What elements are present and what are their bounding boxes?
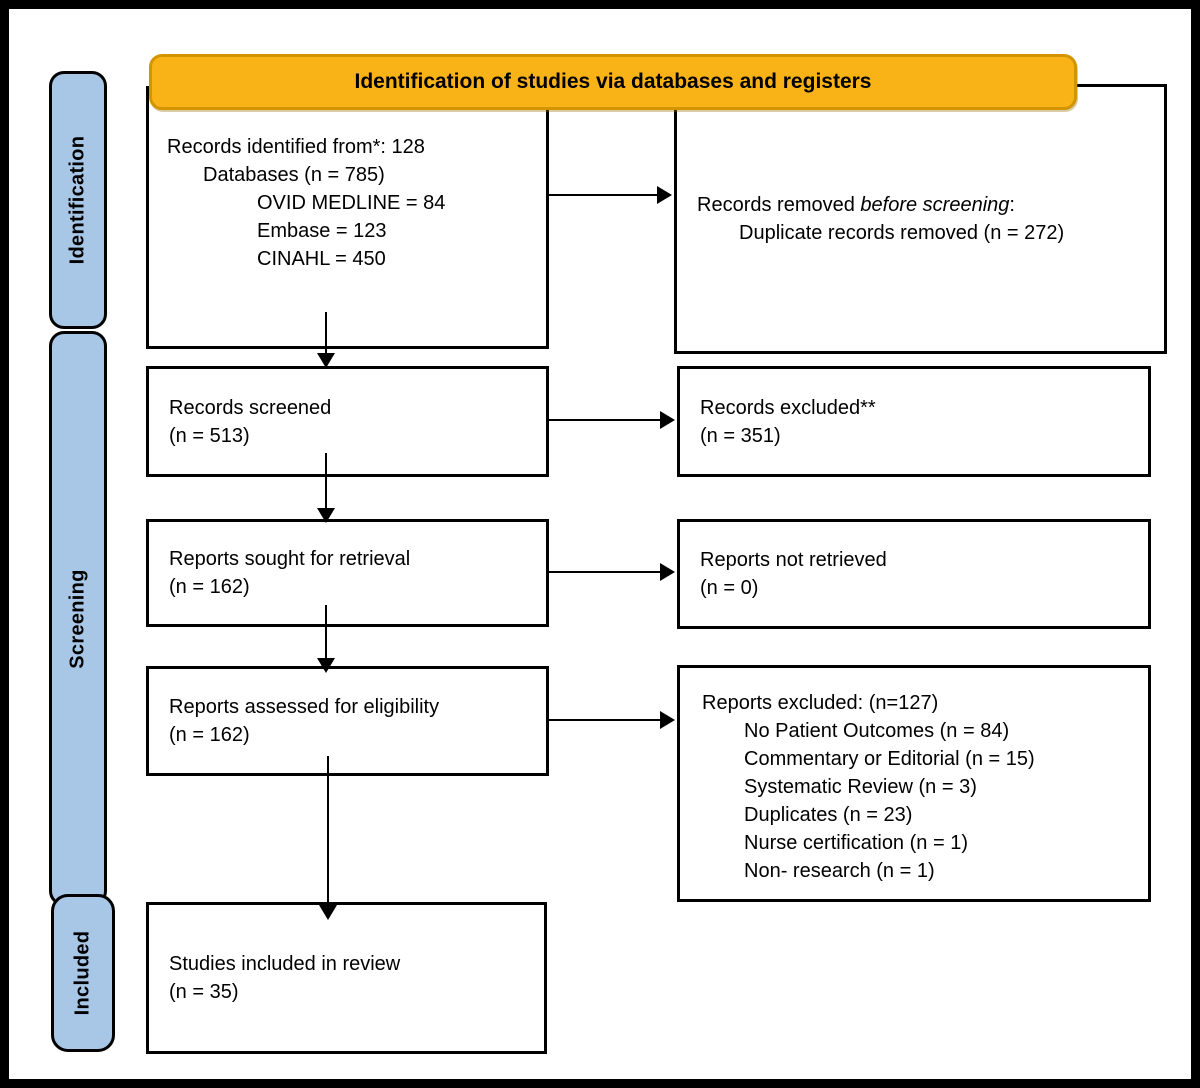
reports-not-retrieved-label: Reports not retrieved (700, 549, 887, 571)
header-banner (149, 54, 1077, 110)
arrow-sought-to-assessed-head-icon (317, 658, 335, 673)
reports-assessed-count: (n = 162) (169, 724, 250, 746)
arrow-screened-to-sought-head-icon (317, 508, 335, 523)
reports-sought-label: Reports sought for retrieval (169, 548, 411, 570)
arrow-screened-to-sought-stem (325, 453, 327, 509)
stage-band-identification (49, 71, 107, 329)
box-reports-assessed (146, 666, 549, 776)
records-removed-line (697, 191, 1164, 219)
arrow-identified-to-removed-head-icon (657, 186, 672, 204)
stage-label-identification: Identification (66, 135, 89, 265)
arrow-sought-to-not-retrieved-head-icon (660, 563, 675, 581)
arrow-screened-to-excluded-head-icon (660, 411, 675, 429)
box-records-excluded (677, 366, 1151, 477)
arrow-assessed-to-included-stem (327, 756, 329, 906)
box-reports-excluded-reasons (677, 665, 1151, 902)
arrow-assessed-to-excluded-stem (549, 719, 661, 721)
box-records-screened (146, 366, 549, 477)
stage-band-screening (49, 331, 107, 906)
header-title: Identification of studies via databases and registers (354, 70, 872, 93)
reason-duplicates: Duplicates (n = 23) (744, 804, 913, 826)
records-identified-ovid-medline: OVID MEDLINE = 84 (257, 192, 446, 214)
box-studies-included (146, 902, 547, 1054)
records-excluded-count: (n = 351) (700, 424, 781, 447)
stage-label-included: Included (71, 930, 94, 1016)
reason-nurse-certification: Nurse certification (n = 1) (744, 832, 968, 854)
arrow-assessed-to-included-head-icon (319, 905, 337, 920)
reports-sought-count: (n = 162) (169, 576, 250, 598)
reason-commentary-editorial: Commentary or Editorial (n = 15) (744, 748, 1035, 770)
stage-label-screening: Screening (66, 568, 89, 669)
reason-no-patient-outcomes: No Patient Outcomes (n = 84) (744, 720, 1010, 742)
records-identified-embase: Embase = 123 (257, 220, 387, 242)
reports-excluded-title: Reports excluded: (n=127) (702, 692, 939, 714)
studies-included-label: Studies included in review (169, 953, 401, 975)
box-records-removed (674, 84, 1167, 354)
arrow-sought-to-not-retrieved-stem (549, 571, 661, 573)
arrow-screened-to-excluded-stem (549, 419, 661, 421)
arrow-assessed-to-excluded-head-icon (660, 711, 675, 729)
stage-band-included (51, 894, 115, 1052)
reason-systematic-review: Systematic Review (n = 3) (744, 776, 977, 798)
box-reports-sought (146, 519, 549, 627)
reason-non-research: Non- research (n = 1) (744, 860, 935, 882)
records-identified-cinahl: CINAHL = 450 (257, 248, 386, 270)
box-records-identified (146, 86, 549, 349)
studies-included-count: (n = 35) (169, 981, 239, 1003)
records-removed-suffix: : (1009, 194, 1015, 216)
arrow-identified-to-screened-stem (325, 312, 327, 354)
arrow-identified-to-removed-stem (549, 194, 657, 196)
records-identified-databases: Databases (n = 785) (203, 164, 385, 186)
duplicate-records-removed: Duplicate records removed (n = 272) (739, 222, 1065, 244)
records-removed-italic: before screening (860, 194, 1010, 216)
records-screened-count: (n = 513) (169, 424, 250, 447)
records-identified-line: Records identified from*: 128 (167, 136, 425, 158)
records-screened-label: Records screened (169, 396, 332, 419)
arrow-sought-to-assessed-stem (325, 605, 327, 659)
reports-not-retrieved-count: (n = 0) (700, 577, 759, 599)
box-reports-not-retrieved (677, 519, 1151, 629)
arrow-identified-to-screened-head-icon (317, 353, 335, 368)
reports-assessed-label: Reports assessed for eligibility (169, 696, 440, 718)
records-excluded-label: Records excluded** (700, 396, 876, 419)
records-removed-prefix: Records removed (697, 194, 861, 216)
